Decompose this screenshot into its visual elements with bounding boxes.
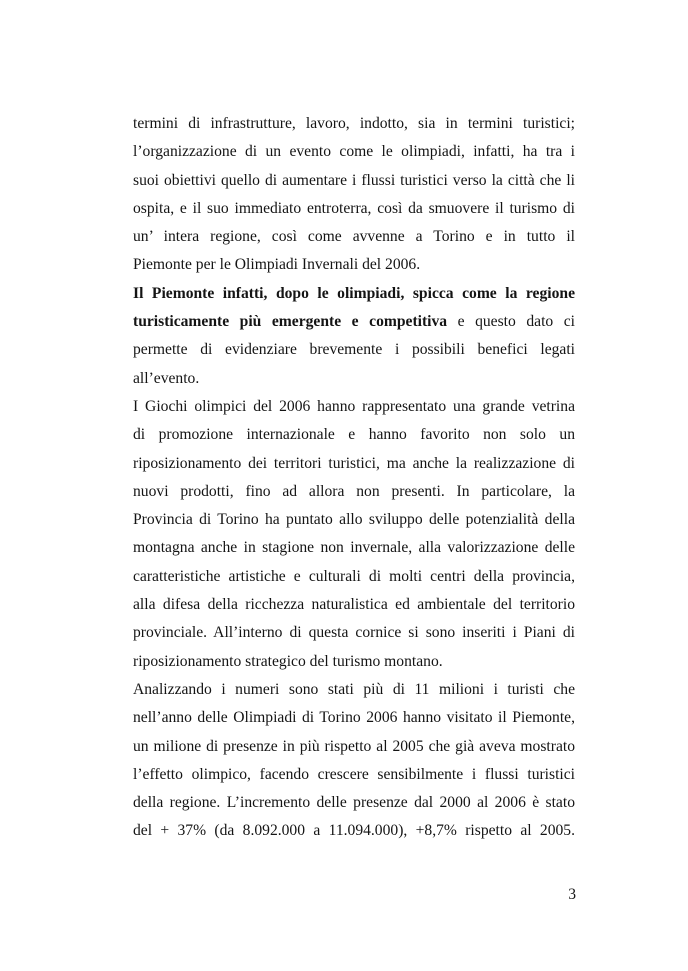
- text-line: Piemonte per le Olimpiadi Invernali del 2006.: [133, 256, 421, 274]
- text-line: riposizionamento strategico del turismo montano.: [133, 652, 443, 670]
- text-line: I Giochi olimpici del 2006 hanno rappresentato una grande vetrina: [133, 397, 575, 415]
- text-line: suoi obiettivi quello di aumentare i flussi turistici verso la città che li: [133, 171, 575, 189]
- bold-text: Il Piemonte infatti, dopo le olimpiadi, spicca come la regione: [133, 284, 575, 302]
- text-run: e questo dato ci: [447, 313, 575, 331]
- text-line: di promozione internazionale e hanno favorito non solo un: [133, 426, 575, 444]
- text-line: Provincia di Torino ha puntato allo sviluppo delle potenzialità della: [133, 511, 575, 529]
- body-text: [133, 110, 575, 846]
- page-number: 3: [568, 886, 576, 903]
- text-line: permette di evidenziare brevemente i possibili benefici legati: [133, 341, 575, 359]
- text-line: montagna anche in stagione non invernale, alla valorizzazione delle: [133, 539, 575, 557]
- text-line: caratteristiche artistiche e culturali di molti centri della provincia,: [133, 567, 575, 585]
- text-line: Analizzando i numeri sono stati più di 11 milioni i turisti che: [133, 680, 575, 698]
- text-line: all’evento.: [133, 369, 200, 387]
- text-line: un milione di presenze in più rispetto al 2005 che già aveva mostrato: [133, 737, 575, 755]
- text-line: nell’anno delle Olimpiadi di Torino 2006 hanno visitato il Piemonte,: [133, 709, 575, 727]
- text-line: provinciale. All’interno di questa cornice si sono inseriti i Piani di: [133, 624, 575, 642]
- text-line: alla difesa della ricchezza naturalistica ed ambientale del territorio: [133, 596, 575, 614]
- text-line: della regione. L’incremento delle presenze dal 2000 al 2006 è stato: [133, 794, 575, 812]
- text-line: ospita, e il suo immediato entroterra, così da smuovere il turismo di: [133, 199, 575, 217]
- text-line: [133, 308, 575, 336]
- text-line: del + 37% (da 8.092.000 a 11.094.000), +8,7% rispetto al 2005.: [133, 822, 575, 840]
- text-line: nuovi prodotti, fino ad allora non presenti. In particolare, la: [133, 482, 575, 500]
- text-line: un’ intera regione, così come avvenne a Torino e in tutto il: [133, 228, 575, 246]
- text-line: riposizionamento dei territori turistici, ma anche la realizzazione di: [133, 454, 575, 472]
- text-line: l’organizzazione di un evento come le olimpiadi, infatti, ha tra i: [133, 143, 575, 161]
- text-line: [133, 280, 575, 308]
- bold-text: turisticamente più emergente e competitiva: [133, 313, 448, 331]
- text-line: l’effetto olimpico, facendo crescere sensibilmente i flussi turistici: [133, 765, 575, 783]
- text-line: termini di infrastrutture, lavoro, indotto, sia in termini turistici;: [133, 115, 575, 132]
